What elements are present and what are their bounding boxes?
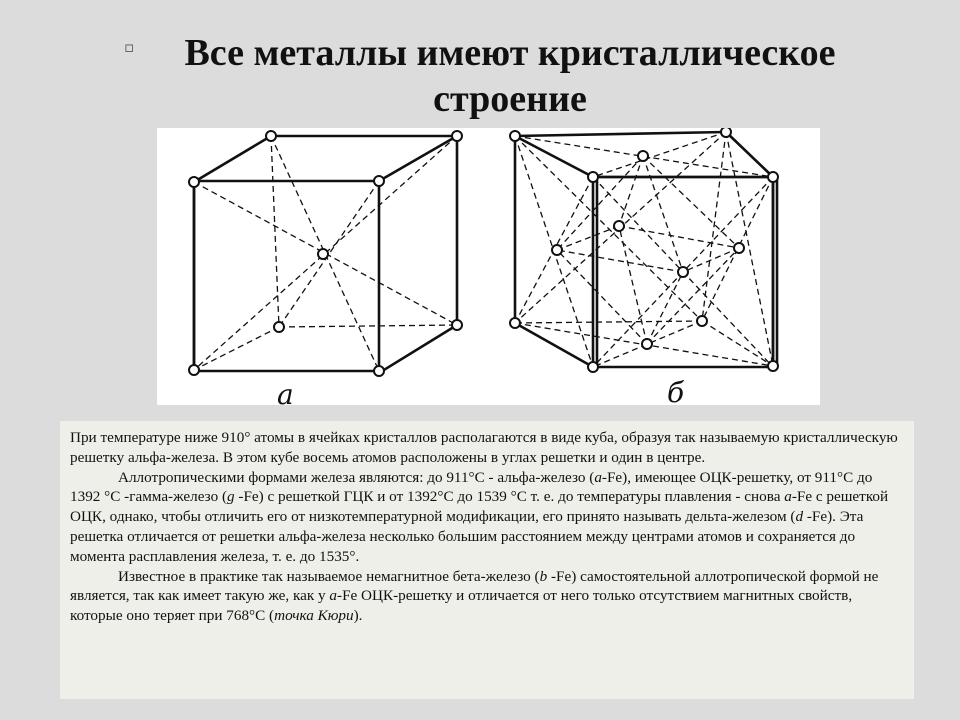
paragraph-3: Известное в практике так называемое немагнитное бета-железо (b -Fe) самостоятельной аллотропической формой не является, так как имеет такую же, как у a-Fe ОЦК-решетку и отличается от него только отсутствием магнитных свойств, которые оно теряет при 768°С (точка Кюри). <box>70 567 879 625</box>
figure-label-a: а <box>277 378 294 405</box>
figure-label-b: б <box>667 376 685 405</box>
bcc-cube-diagram <box>189 131 462 376</box>
paragraph-1: При температуре ниже 910° атомы в ячейках кристаллов располагаются в виде куба, образуя так называемую кристаллическую решетку альфа-железа. В этом кубе восемь атомов расположены в углах решетки и один в центре. <box>70 429 898 466</box>
description-text-box <box>60 421 914 699</box>
slide-title: Все металлы имеют кристаллическое строение <box>184 32 836 120</box>
fcc-cube-diagram <box>510 128 778 372</box>
crystal-lattice-figure <box>157 128 820 405</box>
paragraph-2: Аллотропическими формами железа являются: до 911°С - альфа-железо (a-Fe), имеющее ОЦК-решетку, от 911°С до 1392 °С -гамма-железо (g -Fe) с решеткой ГЦК и от 1392°С до 1539 °С т. е. до температуры плавления - снова a-Fe с решеткой ОЦК, однако, чтобы отличить его от низкотемпературной модификации, его принято называть дельта-железом (d -Fe). Эта решетка отличается от решетки альфа-железа несколько большим расстоянием между центрами атомов и сохраняется до момента расплавления железа, т. е. до 1535°. <box>70 468 889 565</box>
box-bullet-icon: ▫ <box>124 38 135 56</box>
